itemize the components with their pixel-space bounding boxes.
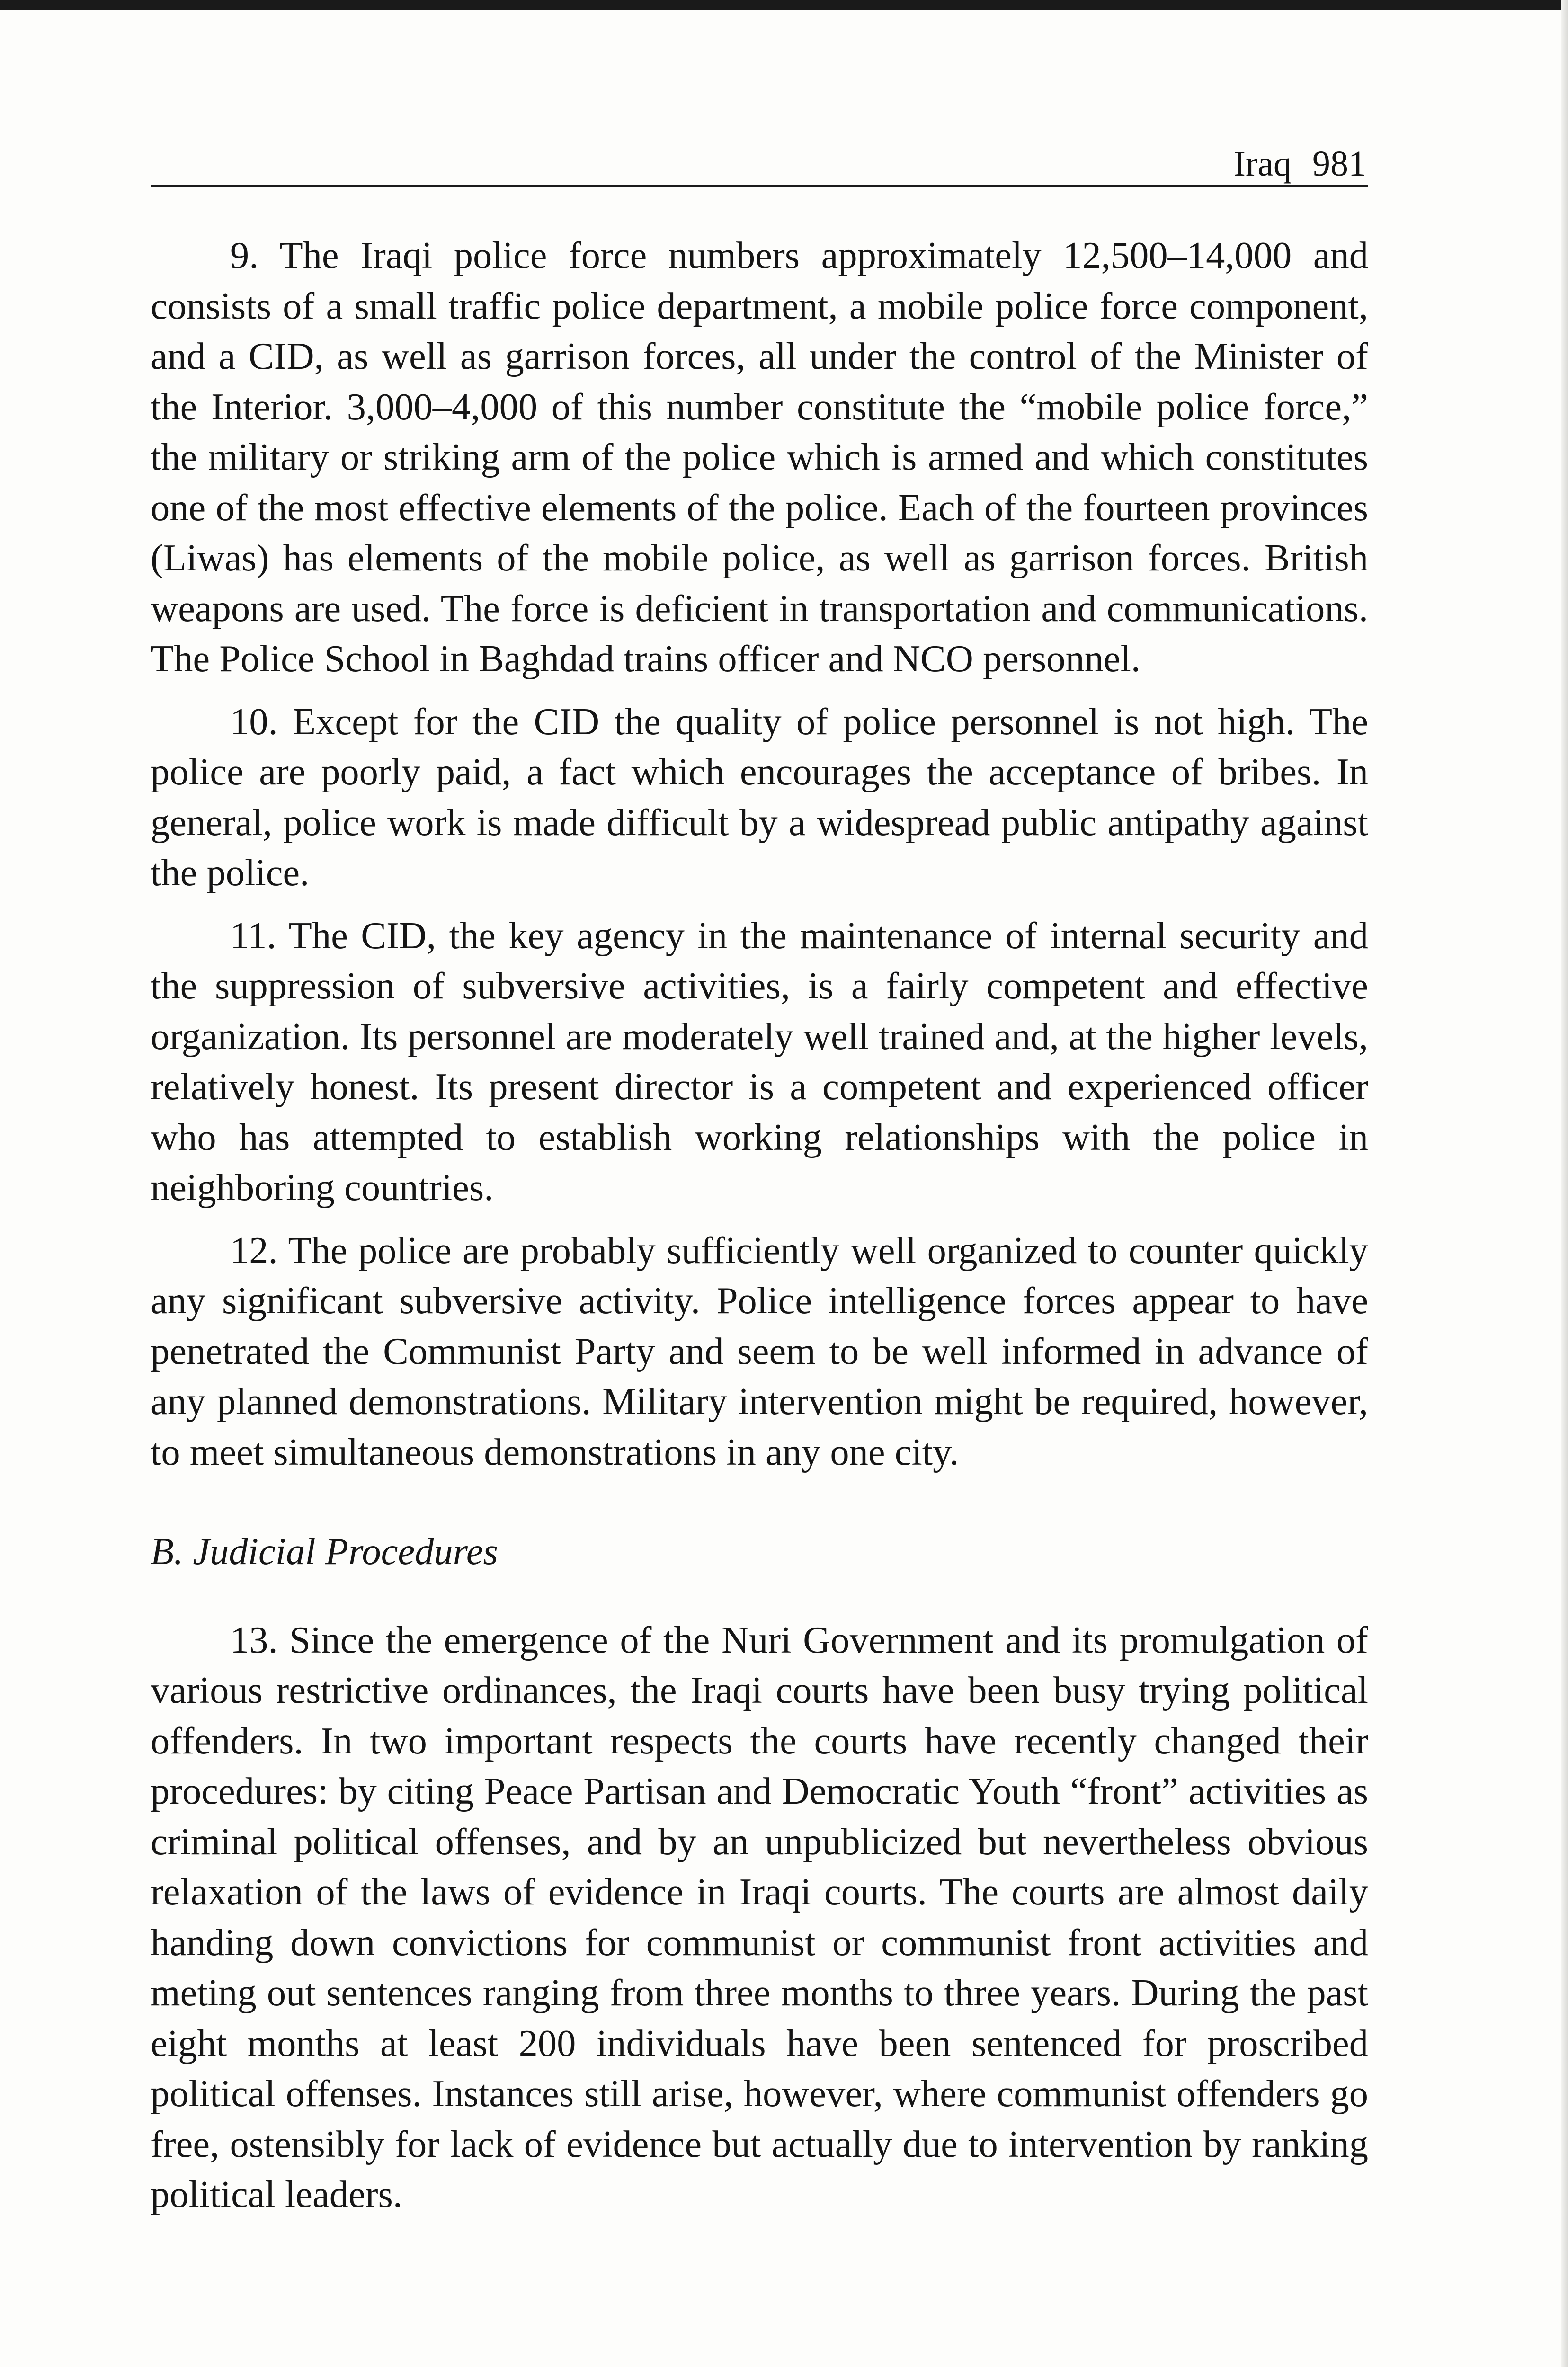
running-header	[151, 133, 1368, 185]
document-page	[151, 133, 1368, 2233]
paragraph-13: 13. Since the emergence of the Nuri Government and its promulgation of various restrictive ordinances, the Iraqi courts have been busy trying political offenders. In two important respects the courts have recently changed their procedures: by citing Peace Partisan and Democratic Youth “front” activities as criminal political offenses, and by an unpublicized but nevertheless obvious relaxation of the laws of evidence in Iraqi courts. The courts are almost daily handing down convictions for communist or communist front activities and meting out sentences ranging from three months to three years. During the past eight months at least 200 individuals have been sentenced for proscribed political offenses. Instances still arise, however, where communist offenders go free, ostensibly for lack of evidence but actually due to intervention by ranking political leaders.	[151, 1619, 1368, 2216]
scan-border-top	[0, 0, 1568, 10]
paragraph-9: 9. The Iraqi police force numbers approximately 12,500–14,000 and consists of a small traffic police department, a mobile police force component, and a CID, as well as garrison forces, all under the control of the Minister of the Interior. 3,000–4,000 of this number constitute the “mobile police force,” the military or striking arm of the police which is armed and which constitutes one of the most effective elements of the police. Each of the fourteen provinces (Liwas) has elements of the mobile police, as well as garrison forces. British weapons are used. The force is deficient in transportation and communications. The Police School in Baghdad trains officer and NCO personnel.	[151, 234, 1368, 680]
section-heading: B. Judicial Procedures	[151, 1531, 498, 1573]
running-title: Iraq	[1233, 144, 1292, 184]
header-rule	[151, 185, 1368, 187]
paragraph-12: 12. The police are probably sufficiently well organized to counter quickly any significant subversive activity. Police intelligence forces appear to have penetrated the Communist Party and seem to be well informed in advance of any planned demonstrations. Military intervention might be required, however, to meet simultaneous demonstrations in any one city.	[151, 1229, 1368, 1473]
body-text	[151, 231, 1368, 2220]
paragraph-10: 10. Except for the CID the quality of police personnel is not high. The police are poorly paid, a fact which encourages the acceptance of bribes. In general, police work is made difficult by a widespread public antipathy against the police.	[151, 700, 1368, 894]
page-number: 981	[1312, 144, 1366, 184]
scan-border-right	[1561, 0, 1568, 2367]
paragraph-11: 11. The CID, the key agency in the maintenance of internal security and the suppression of subversive activities, is a fairly competent and effective organization. Its personnel are moderately well trained and, at the higher levels, relatively honest. Its present director is a competent and experienced officer who has attempted to establish working relationships with the police in neighboring countries.	[151, 914, 1368, 1209]
